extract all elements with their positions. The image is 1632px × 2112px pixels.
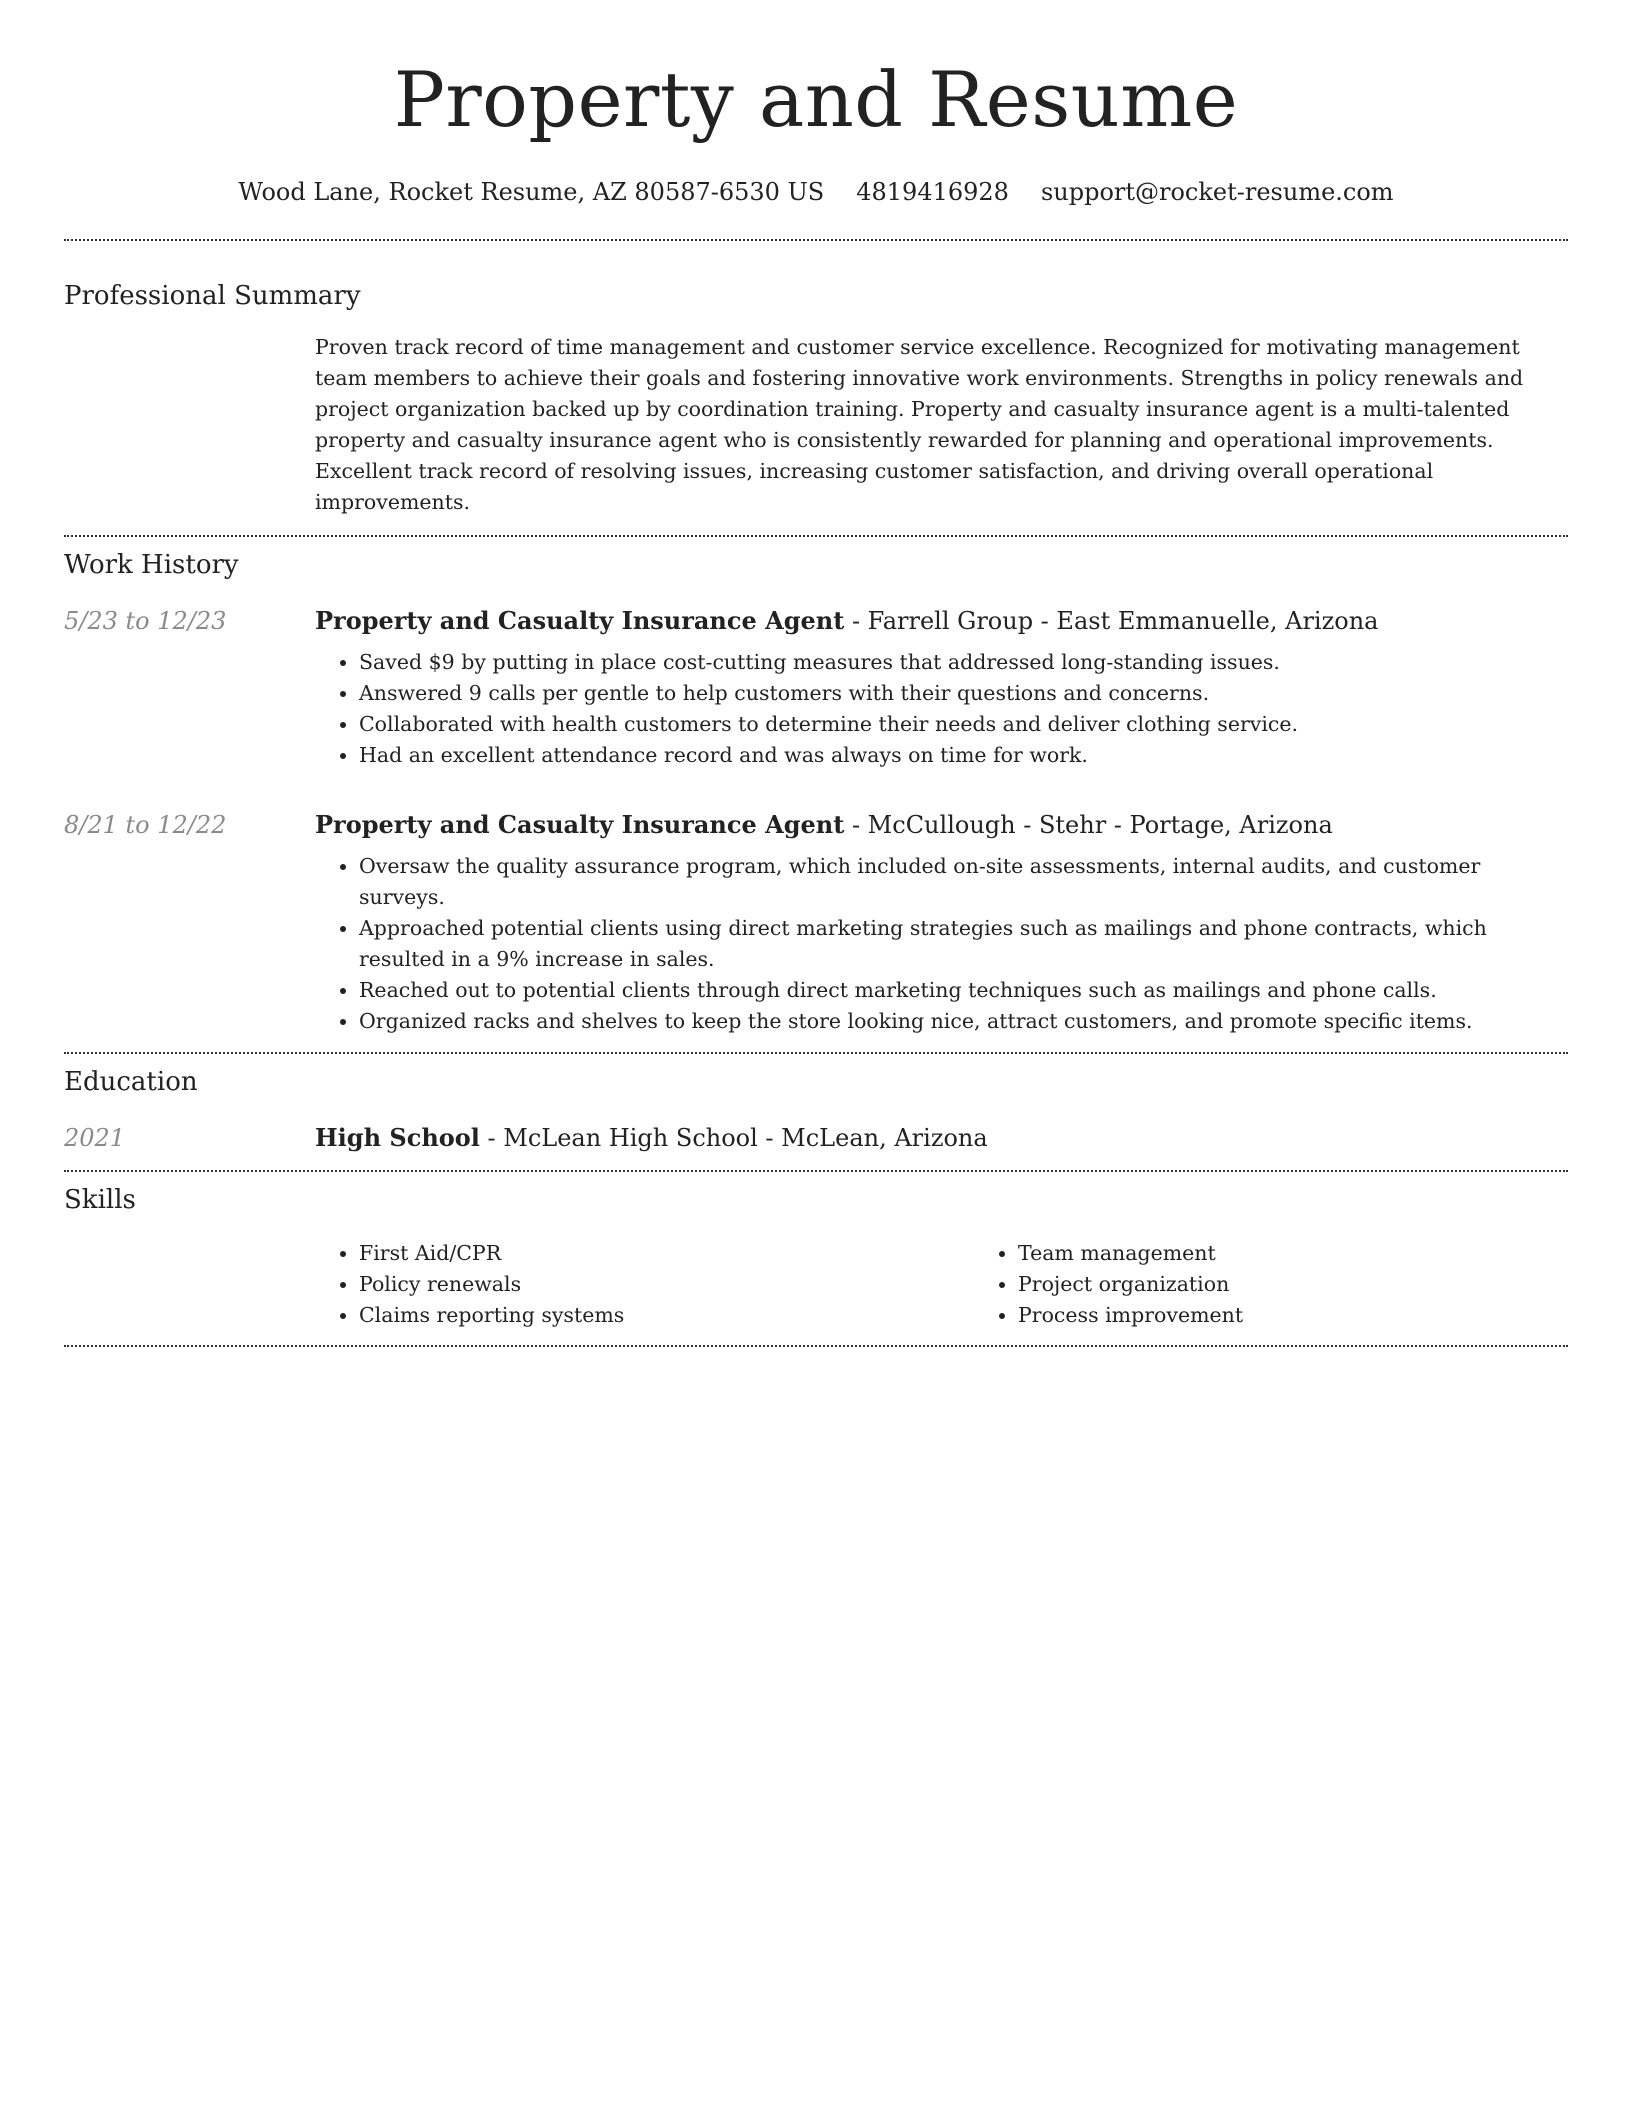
education-year: 2021	[64, 1124, 126, 1152]
skills-list-left	[315, 1238, 974, 1331]
job-title	[315, 809, 1568, 841]
job-position: Property and Casualty Insurance Agent	[315, 810, 845, 839]
skills-heading: Skills	[64, 1185, 136, 1215]
skill-item: • Process improvement	[1018, 1300, 1632, 1331]
contact-address: Wood Lane, Rocket Resume, AZ 80587-6530 US	[238, 178, 825, 206]
education-degree: High School	[315, 1123, 480, 1152]
section-divider	[64, 1345, 1568, 1347]
education-details: - McLean High School - McLean, Arizona	[479, 1124, 988, 1152]
job-bullet: • Oversaw the quality assurance program, which included on-site assessments, internal audits, and customer surveys.	[359, 851, 1558, 913]
resume-page	[64, 0, 1568, 1347]
summary-text: Proven track record of time management and customer service excellence. Recognized for motivating management team members to achieve their goals and fostering innovative work environments. Strengths in policy renewals and project organization backed up by coordination training. Property and casualty insurance agent is a multi-talented property and casualty insurance agent who is consistently rewarded for planning and operational improvements. Excellent track record of resolving issues, increasing customer satisfaction, and driving overall operational improvements.	[315, 335, 1524, 514]
job-position: Property and Casualty Insurance Agent	[315, 606, 845, 635]
work-history-heading: Work History	[64, 550, 239, 580]
education-title	[315, 1122, 1568, 1154]
job-bullet: • Had an excellent attendance record and was always on time for work.	[359, 740, 1558, 771]
job-bullets	[315, 851, 1558, 1037]
skills-list-right	[974, 1238, 1632, 1331]
skill-item: • Claims reporting systems	[359, 1300, 974, 1331]
skills-grid	[315, 1238, 1632, 1331]
job-bullet: • Reached out to potential clients through direct marketing techniques such as mailings and phone calls.	[359, 975, 1558, 1006]
skill-item: • Policy renewals	[359, 1269, 974, 1300]
section-divider	[64, 535, 1568, 537]
skill-item: • First Aid/CPR	[359, 1238, 974, 1269]
skill-item: • Project organization	[1018, 1269, 1632, 1300]
job-title	[315, 605, 1568, 637]
job-bullet: • Answered 9 calls per gentle to help customers with their questions and concerns.	[359, 678, 1558, 709]
contact-phone: 4819416928	[856, 178, 1009, 206]
job-bullet: • Approached potential clients using direct marketing strategies such as mailings and phone contracts, which resulted in a 9% increase in sales.	[359, 913, 1558, 975]
candidate-name: Property and Resume	[393, 55, 1239, 144]
job-bullet: • Saved $9 by putting in place cost-cutting measures that addressed long-standing issues.	[359, 647, 1558, 678]
education-heading: Education	[64, 1067, 198, 1097]
section-divider	[64, 1170, 1568, 1172]
contact-email: support@rocket-resume.com	[1040, 178, 1394, 206]
job-details: - McCullough - Stehr - Portage, Arizona	[844, 811, 1333, 839]
job-dates: 5/23 to 12/23	[64, 607, 227, 635]
education-entry	[64, 1122, 1568, 1154]
job-details: - Farrell Group - East Emmanuelle, Arizona	[844, 607, 1379, 635]
section-divider	[64, 1052, 1568, 1054]
summary-row	[64, 332, 1568, 518]
contact-line	[64, 176, 1568, 208]
job-bullet: • Organized racks and shelves to keep the store looking nice, attract customers, and promote specific items.	[359, 1006, 1558, 1037]
summary-heading: Professional Summary	[64, 281, 361, 311]
job-entry	[64, 605, 1568, 771]
job-bullets	[315, 647, 1558, 771]
job-entry	[64, 809, 1568, 1037]
job-dates: 8/21 to 12/22	[64, 811, 227, 839]
section-divider	[64, 239, 1568, 241]
skills-row	[64, 1238, 1568, 1331]
skill-item: • Team management	[1018, 1238, 1632, 1269]
job-bullet: • Collaborated with health customers to determine their needs and deliver clothing service.	[359, 709, 1558, 740]
